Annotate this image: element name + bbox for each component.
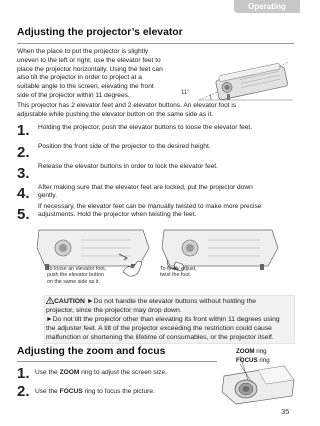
step-number: 2. [17, 383, 30, 400]
step-text-post: ring to focus the picture. [82, 388, 155, 395]
focus-ring-bold: FOCUS [236, 357, 258, 364]
section-title-elevator: Adjusting the projector’s elevator [17, 27, 183, 38]
elevator-note [17, 102, 295, 120]
caption-line: push the elevator button [47, 272, 104, 279]
step-number: 1. [17, 122, 30, 139]
page-number: 35 [281, 407, 290, 416]
step-line: After making sure that the elevator feet are locked, put the projector down [38, 184, 253, 191]
step-line: gently. [38, 192, 57, 200]
step-text-pre: Use the [35, 369, 60, 376]
step-text [38, 143, 294, 151]
caution-line: the adjuster feet. A tilt of the projector exceeding the restriction could cause [46, 325, 272, 332]
step-text [38, 184, 294, 201]
step-text-bold: ZOOM [59, 369, 80, 376]
warning-triangle-icon [46, 297, 54, 304]
caption-line: twist the foot. [160, 272, 192, 279]
caption-line: To loose an elevator foot, [47, 266, 107, 272]
intro-line: also tilt the projector in order to project at a [17, 74, 142, 82]
zoom-ring-label [236, 348, 267, 355]
intro-line: uneven to the left or right, use the elevator feet to [17, 56, 161, 64]
step-number: 3. [17, 165, 30, 182]
step-line: If necessary, the elevator feet can be manually twisted to make more precise [38, 203, 262, 210]
section-title-zoom-focus: Adjusting the zoom and focus [17, 346, 166, 357]
caution-line: malfunction or shortening the lifetime of consumables, or the projector itself. [46, 334, 274, 341]
step-text [38, 203, 294, 220]
step-line: Position the front side of the projector to the desired height. [38, 143, 211, 150]
title-rule [17, 43, 294, 44]
caution-label: CAUTION [54, 298, 85, 305]
step-number: 4. [17, 185, 30, 202]
step-text [35, 388, 155, 396]
note-line: adjustable while pushing the elevator button on the same side as it. [17, 110, 214, 118]
caution-text [46, 297, 293, 342]
caption-right [160, 266, 230, 279]
step-line: Holding the projector, push the elevator buttons to loose the elevator feet. [38, 124, 253, 131]
step-line: adjustments. Hold the projector when twisting the feet. [38, 211, 197, 219]
note-line: This projector has 2 elevator feet and 2 elevator buttons. An elevator foot is [17, 102, 237, 109]
caption-line: To finely adjust, [160, 266, 197, 272]
section-tab: Operating [234, 0, 300, 13]
zoom-ring-bold: ZOOM [236, 348, 255, 355]
step-text-pre: Use the [35, 388, 60, 395]
step-number: 5. [17, 206, 30, 223]
projector-lens-illustration [218, 362, 296, 406]
step-line: Release the elevator buttons in order to lock the elevator feet. [38, 163, 218, 170]
intro-line: side of the projector within 11 degrees. [17, 91, 130, 99]
step-text [35, 369, 167, 377]
elevator-intro [17, 48, 193, 101]
caption-left [47, 266, 133, 285]
intro-line: place the projector horizontally. Using the feet can [17, 65, 163, 73]
step-text-post: ring to adjust the screen size. [79, 369, 167, 376]
caution-line: projector, since the projector may drop down. [46, 307, 182, 314]
projector-tilt-illustration [193, 52, 295, 108]
caution-line [46, 297, 293, 306]
caution-line-text: ►Do not handle the elevator buttons without holding the [86, 298, 257, 305]
angle-label: 11° [181, 90, 190, 96]
caution-line: ►Do not tilt the projector other than elevating its front within 11 degrees using [46, 316, 280, 323]
step-number: 2. [17, 144, 30, 161]
title-rule [17, 361, 217, 362]
focus-ring-rest: ring [257, 357, 270, 364]
step-text [38, 163, 294, 171]
zoom-ring-rest: ring [254, 348, 267, 355]
step-text-bold: FOCUS [59, 388, 83, 395]
intro-line: suitable angle to the screen, elevating the front [17, 83, 154, 91]
step-text [38, 124, 294, 132]
intro-line: When the place to put the projector is slightly [17, 48, 149, 55]
step-number: 1. [17, 365, 30, 382]
caption-line: on the same side as it. [47, 278, 100, 285]
